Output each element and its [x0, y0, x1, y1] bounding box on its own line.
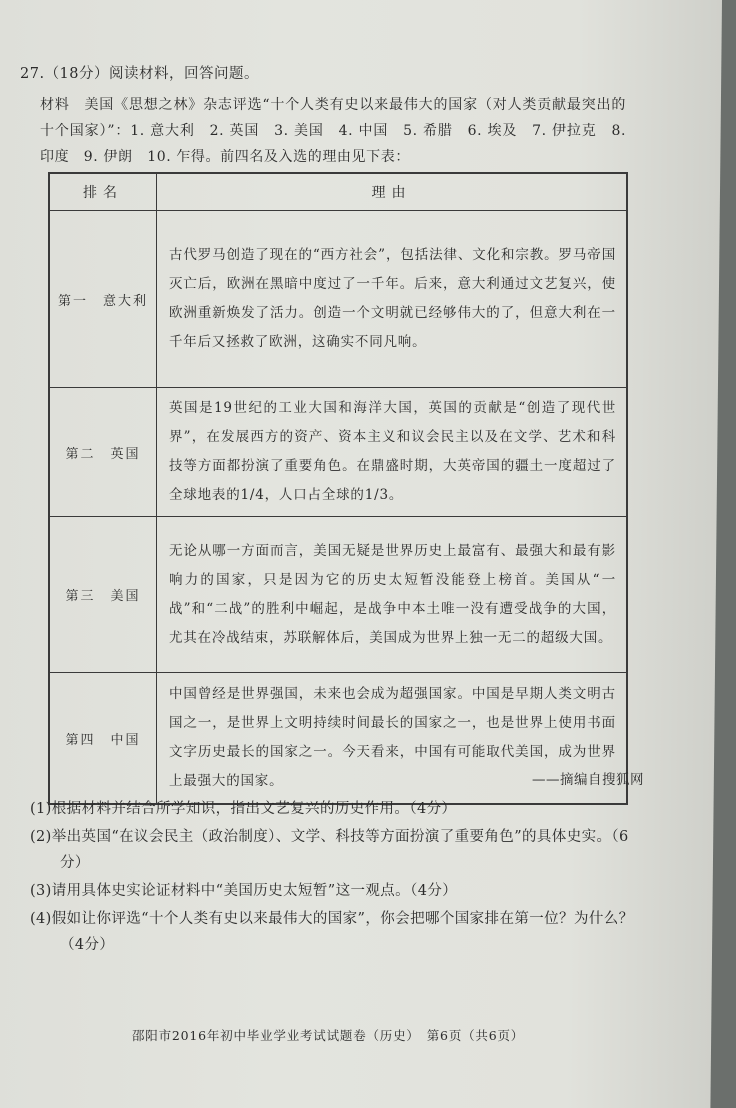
- reason-cell: 中国曾经是世界强国，未来也会成为超强国家。中国是早期人类文明古国之一，是世界上文明持续时间最长的国家之一，也是世界上使用书面文字历史最长的国家之一。今天看来，中国有可能取代美国，成为世界上最强大的国家。: [157, 673, 628, 805]
- sub-question-1: (1)根据材料并结合所学知识，指出文艺复兴的历史作用。（4分）: [30, 801, 457, 817]
- rank-cell: 第四 中国: [49, 673, 157, 805]
- page-footer: 邵阳市2016年初中毕业学业考试试题卷（历史） 第6页（共6页）: [132, 1028, 525, 1043]
- sub-question-4: (4)假如让你评选“十个人类有史以来最伟大的国家”，你会把哪个国家排在第一位？为什么？（4分）: [30, 911, 634, 953]
- rank-cell: 第二 英国: [49, 388, 157, 517]
- rank-cell: 第一 意大利: [49, 211, 157, 388]
- material-text: 美国《思想之林》杂志评选“十个人类有史以来最伟大的国家（对人类贡献最突出的十个国家）”：1. 意大利 2. 英国 3. 美国 4. 中国 5. 希腊 6. 埃及 7. 伊拉克 8. 印度 9. 伊朗 10. 乍得。前四名及入选的理由见下表：: [40, 97, 626, 165]
- question-score: （18分）: [44, 66, 110, 82]
- sub-question-2: (2)举出英国“在议会民主（政治制度）、文学、科技等方面扮演了重要角色”的具体史实。（6分）: [30, 829, 629, 871]
- reason-cell: 古代罗马创造了现在的“西方社会”，包括法律、文化和宗教。罗马帝国灭亡后，欧洲在黑暗中度过了一千年。后来，意大利通过文艺复兴，使欧洲重新焕发了活力。创造一个文明就已经够伟大的了，但意大利在一千年后又拯救了欧洲，这确实不同凡响。: [157, 211, 628, 388]
- sub-questions: [30, 796, 650, 960]
- table-row: [49, 388, 627, 517]
- material-label: 材料: [40, 97, 70, 113]
- source-citation: ——摘编自搜狐网: [532, 772, 644, 788]
- rank-cell: 第三 美国: [49, 517, 157, 673]
- question-instruction: 阅读材料，回答问题。: [109, 66, 260, 82]
- header-reason: 理由: [157, 173, 628, 211]
- ranking-table: [48, 172, 628, 805]
- material-paragraph: [40, 92, 626, 170]
- question-header: [20, 62, 259, 83]
- sub-question-3: (3)请用具体史实论证材料中“美国历史太短暂”这一观点。（4分）: [30, 883, 458, 899]
- question-number: 27.: [20, 66, 45, 82]
- table-header-row: [49, 173, 627, 211]
- header-rank: 排名: [49, 173, 157, 211]
- table-row: [49, 517, 627, 673]
- reason-cell: 无论从哪一方面而言，美国无疑是世界历史上最富有、最强大和最有影响力的国家，只是因为它的历史太短暂没能登上榜首。美国从“一战”和“二战”的胜利中崛起，是战争中本土唯一没有遭受战争的大国，尤其在冷战结束，苏联解体后，美国成为世界上独一无二的超级大国。: [157, 517, 628, 673]
- table-row: [49, 211, 627, 388]
- reason-cell: 英国是19世纪的工业大国和海洋大国，英国的贡献是“创造了现代世界”，在发展西方的资产、资本主义和议会民主以及在文学、艺术和科技等方面都扮演了重要角色。在鼎盛时期，大英帝国的疆土一度超过了全球地表的1/4，人口占全球的1/3。: [157, 388, 628, 517]
